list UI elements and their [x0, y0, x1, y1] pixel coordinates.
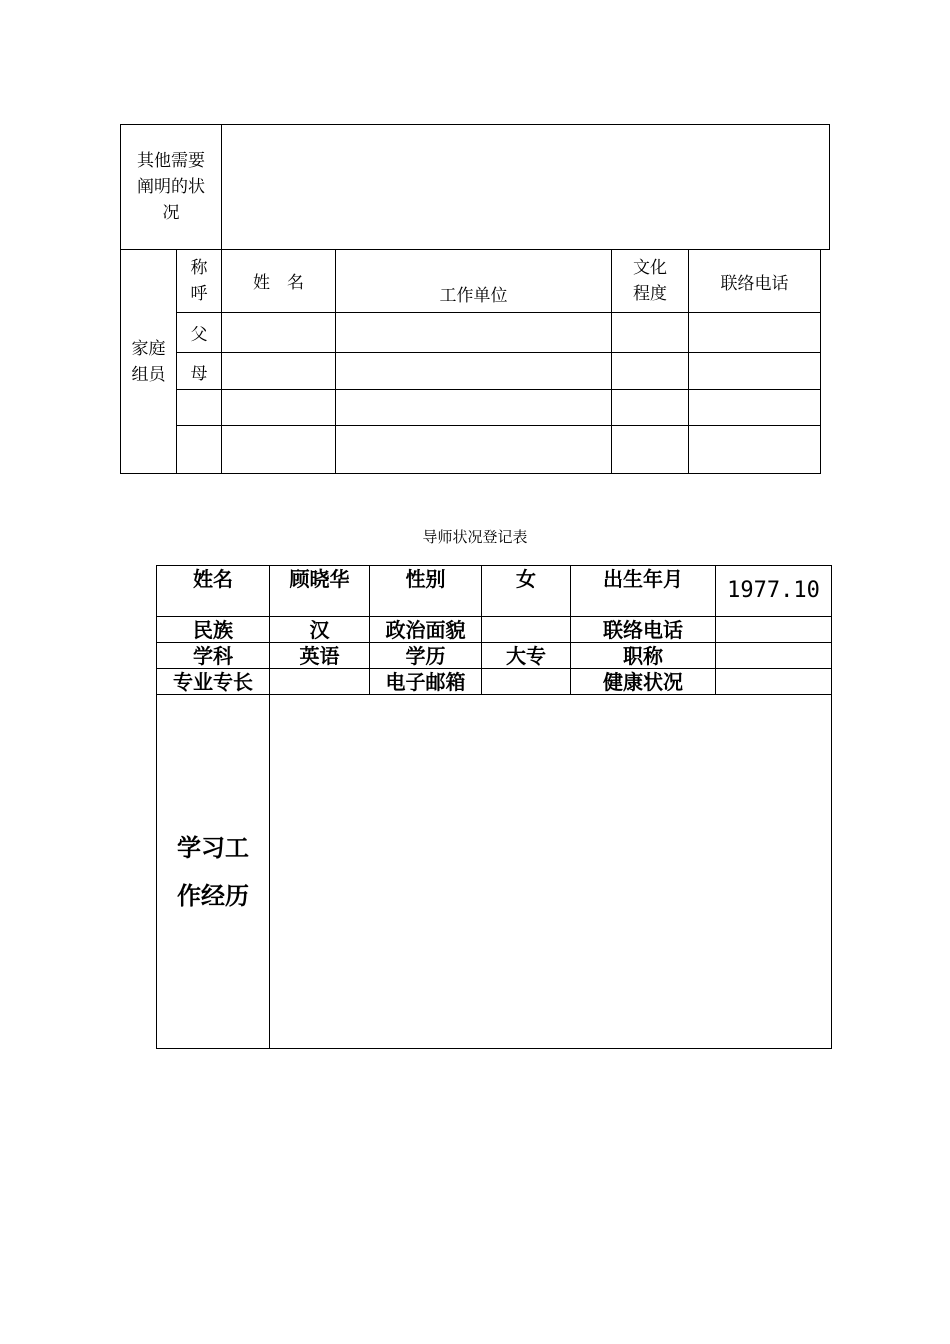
- relation-cell: [177, 390, 222, 426]
- history-label: 学习工 作经历: [157, 695, 270, 1049]
- workplace-cell[interactable]: [336, 313, 612, 353]
- relation-header: 称 呼: [177, 250, 222, 313]
- relation-cell: 母: [177, 353, 222, 390]
- health-label: 健康状况: [571, 669, 716, 695]
- family-info-table: [120, 124, 830, 474]
- education-cell[interactable]: [612, 390, 689, 426]
- workplace-header: 工作单位: [336, 250, 612, 313]
- email-value[interactable]: [482, 669, 571, 695]
- table-gap: [821, 250, 830, 313]
- name-cell[interactable]: [222, 313, 336, 353]
- workplace-cell[interactable]: [336, 390, 612, 426]
- education-value[interactable]: 大专: [482, 643, 571, 669]
- dob-value[interactable]: 1977.10: [716, 566, 832, 617]
- phone-cell[interactable]: [689, 313, 821, 353]
- name-value[interactable]: 顾晓华: [270, 566, 370, 617]
- phone-label: 联络电话: [571, 617, 716, 643]
- other-info-field[interactable]: [222, 125, 830, 250]
- name-label: 姓名: [157, 566, 270, 617]
- phone-value[interactable]: [716, 617, 832, 643]
- workplace-cell[interactable]: [336, 426, 612, 474]
- dob-label: 出生年月: [571, 566, 716, 617]
- phone-cell[interactable]: [689, 426, 821, 474]
- relation-cell: [177, 426, 222, 474]
- subject-label: 学科: [157, 643, 270, 669]
- specialty-value[interactable]: [270, 669, 370, 695]
- subject-value[interactable]: 英语: [270, 643, 370, 669]
- education-header: 文化 程度: [612, 250, 689, 313]
- email-label: 电子邮箱: [370, 669, 482, 695]
- teacher-info-table: [156, 565, 832, 1049]
- education-cell[interactable]: [612, 313, 689, 353]
- form-title: 导师状况登记表: [422, 528, 528, 546]
- family-members-label: 家庭 组员: [121, 250, 177, 474]
- name-cell[interactable]: [222, 390, 336, 426]
- political-value[interactable]: [482, 617, 571, 643]
- history-field[interactable]: [270, 695, 832, 1049]
- relation-cell: 父: [177, 313, 222, 353]
- phone-cell[interactable]: [689, 353, 821, 390]
- ethnicity-value[interactable]: 汉: [270, 617, 370, 643]
- table-gap: [821, 353, 830, 390]
- name-header: 姓 名: [222, 250, 336, 313]
- other-info-label: 其他需要 阐明的状 况: [121, 125, 222, 250]
- health-value[interactable]: [716, 669, 832, 695]
- table-gap: [821, 390, 830, 426]
- workplace-cell[interactable]: [336, 353, 612, 390]
- education-label: 学历: [370, 643, 482, 669]
- phone-header: 联络电话: [689, 250, 821, 313]
- phone-cell[interactable]: [689, 390, 821, 426]
- political-label: 政治面貌: [370, 617, 482, 643]
- name-cell[interactable]: [222, 426, 336, 474]
- gender-label: 性别: [370, 566, 482, 617]
- gender-value[interactable]: 女: [482, 566, 571, 617]
- job-title-label: 职称: [571, 643, 716, 669]
- education-cell[interactable]: [612, 353, 689, 390]
- specialty-label: 专业专长: [157, 669, 270, 695]
- name-cell[interactable]: [222, 353, 336, 390]
- table-gap: [821, 426, 830, 474]
- ethnicity-label: 民族: [157, 617, 270, 643]
- table-gap: [821, 313, 830, 353]
- job-title-value[interactable]: [716, 643, 832, 669]
- education-cell[interactable]: [612, 426, 689, 474]
